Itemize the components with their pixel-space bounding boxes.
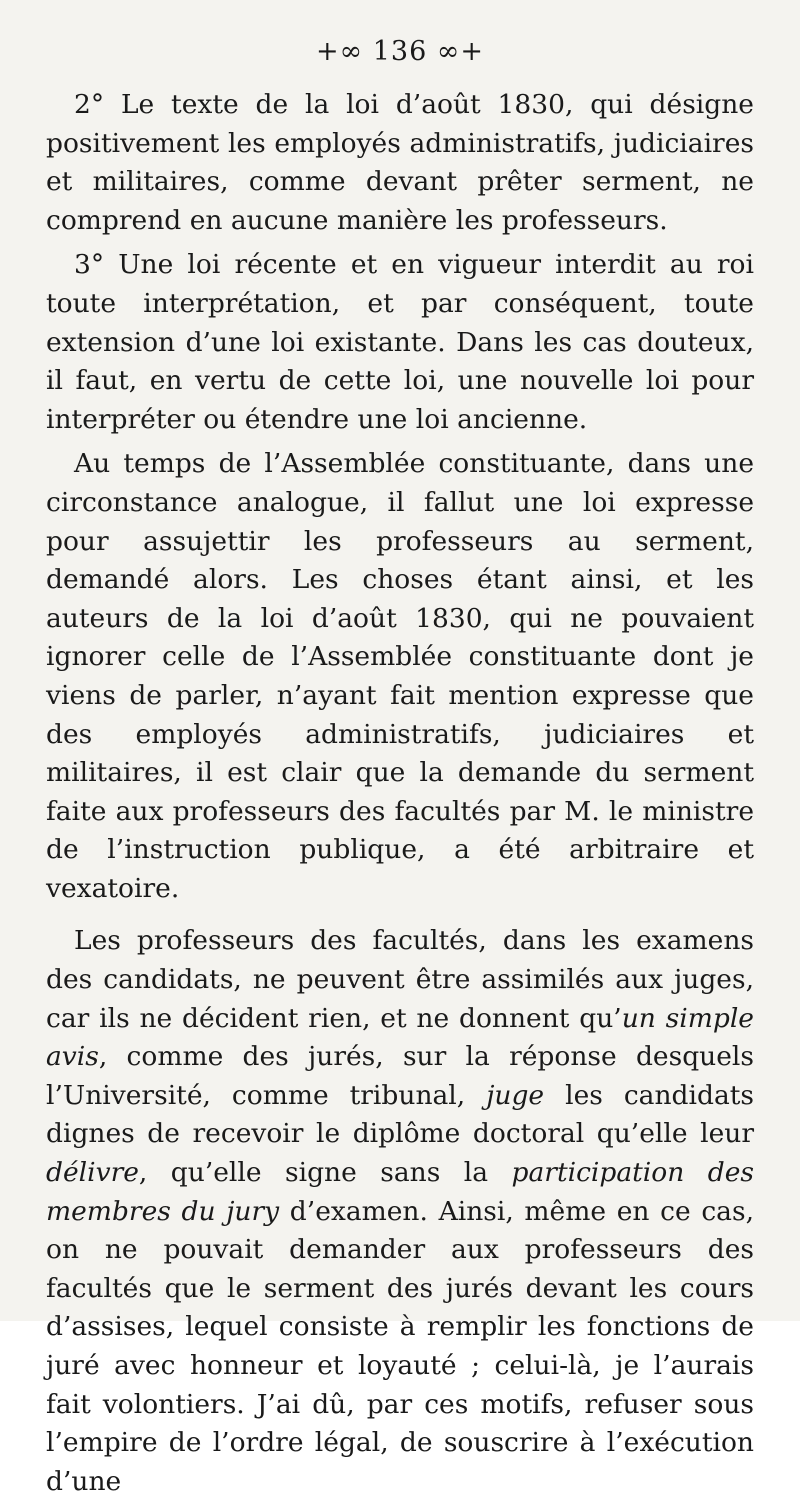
paragraph-1 <box>46 86 754 240</box>
page-number-header: +∞ 136 ∞+ <box>316 36 484 67</box>
paragraph-4-run-5: d’examen. Ainsi, même en ce cas, on ne pouvait demander aux professeurs des facultés que le serment des jurés devant les cours d’assises, lequel consiste à remplir les fonctions de juré avec honneur et loyauté ; celui-là, je l’aurais fait volontiers. J’ai dû, par ces motifs, refuser sous l’empire de l’ordre légal, de souscrire à l’exécution d’une <box>46 1195 754 1497</box>
paragraph-4-run-2: , comme des jurés, sur la réponse desquels l’Université, comme tribunal, <box>46 1041 754 1111</box>
paragraph-4-italic-4: participation des membres du jury <box>46 1157 754 1227</box>
paragraph-4-italic-2: juge <box>486 1079 545 1111</box>
paragraph-1-text: 2° Le texte de la loi d’août 1830, qui désigne positivement les employés administratifs, judiciaires et militaires, comme devant prêter serment, ne comprend en aucune manière les professeurs. <box>46 89 754 236</box>
paragraph-4-run-1: Les professeurs des facultés, dans les examens des candidats, ne peuvent être assimilés aux juges, car ils ne décident rien, et ne donnent qu’ <box>46 925 754 1034</box>
paragraph-2-text: 3° Une loi récente et en vigueur interdit au roi toute interprétation, et par conséquent, toute extension d’une loi existante. Dans les cas douteux, il faut, en vertu de cette loi, une nouvelle loi pour interpréter ou étendre une loi ancienne. <box>46 249 754 435</box>
paragraph-3-text: Au temps de l’Assemblée constituante, dans une circonstance analogue, il fallut une loi expresse pour assujettir les professeurs au serment, demandé alors. Les choses étant ainsi, et les auteurs de la loi d’août 1830, qui ne pouvaient ignorer celle de l’Assemblée constituante dont je viens de parler, n’ayant fait mention expresse que des employés administratifs, judiciaires et militaires, il est clair que la demande du serment faite aux professeurs des facultés par M. le ministre de l’instruction publique, a été arbitraire et vexatoire. <box>46 448 754 904</box>
paragraph-4 <box>46 922 754 1501</box>
paragraph-2 <box>46 246 754 439</box>
paragraph-3 <box>46 445 754 908</box>
paragraph-4-italic-1: un simple avis <box>46 1002 754 1073</box>
paragraph-4-run-4: , qu’elle signe sans la <box>138 1157 512 1189</box>
paragraph-4-italic-3: délivre <box>46 1157 139 1189</box>
page-body <box>46 86 754 1501</box>
paragraph-4-run-3: les candidats dignes de recevoir le diplôme doctoral qu’elle leur <box>46 1079 754 1150</box>
